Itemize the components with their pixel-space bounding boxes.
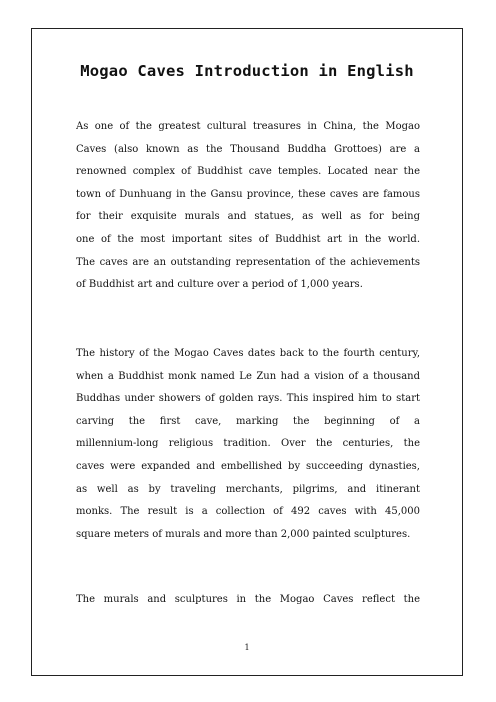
text-line: As one of the greatest cultural treasures in China, the Mogao bbox=[76, 121, 420, 132]
text-line: millennium-long religious tradition. Over the centuries, the bbox=[76, 438, 420, 450]
document-title: Mogao Caves Introduction in English bbox=[80, 62, 414, 80]
paragraph-1 bbox=[76, 116, 420, 297]
paragraph-2 bbox=[76, 343, 420, 546]
text-line: town of Dunhuang in the Gansu province, these caves are famous bbox=[76, 188, 420, 200]
text-line: caves were expanded and embellished by succeeding dynasties, bbox=[76, 460, 420, 472]
page-number: 1 bbox=[244, 643, 250, 652]
text-line: monks. The result is a collection of 492 caves with 45,000 bbox=[76, 506, 420, 518]
paragraph-3 bbox=[76, 589, 420, 612]
text-line: Caves (also known as the Thousand Buddha Grottoes) are a bbox=[76, 143, 420, 155]
text-line: square meters of murals and more than 2,000 painted sculptures. bbox=[76, 528, 411, 540]
text-line: as well as by traveling merchants, pilgrims, and itinerant bbox=[76, 483, 420, 495]
text-line: for their exquisite murals and statues, as well as for being bbox=[76, 211, 420, 223]
text-line: Buddhas under showers of golden rays. This inspired him to start bbox=[76, 393, 420, 405]
text-line: of Buddhist art and culture over a period of 1,000 years. bbox=[76, 279, 363, 291]
text-line: when a Buddhist monk named Le Zun had a vision of a thousand bbox=[76, 370, 420, 382]
text-line: The history of the Mogao Caves dates back to the fourth century, bbox=[76, 348, 420, 359]
text-line: renowned complex of Buddhist cave temples. Located near the bbox=[76, 166, 420, 178]
text-line: one of the most important sites of Buddhist art in the world. bbox=[76, 233, 420, 245]
text-line: The murals and sculptures in the Mogao Caves reflect the bbox=[76, 594, 420, 605]
text-line: carving the first cave, marking the beginning of a bbox=[76, 415, 420, 427]
text-line: The caves are an outstanding representation of the achievements bbox=[76, 256, 420, 268]
